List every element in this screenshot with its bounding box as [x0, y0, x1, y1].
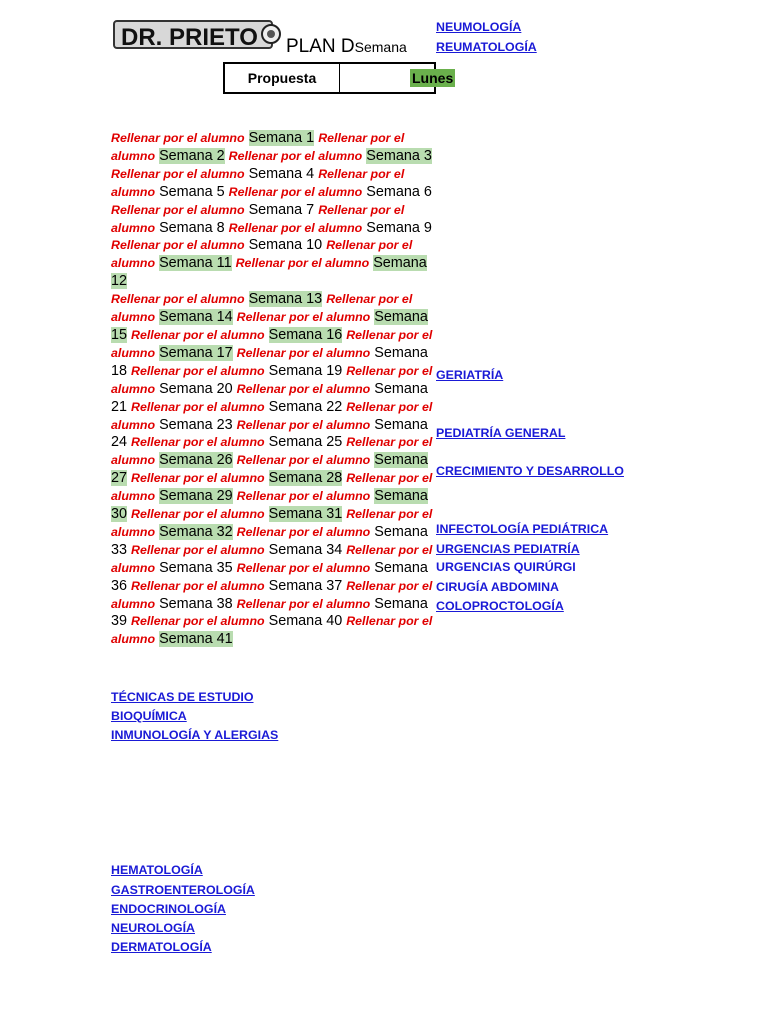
link-dermatologia[interactable]: DERMATOLOGÍA — [111, 940, 212, 954]
filler-text: Rellenar por el alumno — [111, 238, 245, 253]
header-table — [223, 62, 436, 94]
filler-text: Rellenar por el alumno — [111, 435, 433, 468]
week-label: Semana 38 — [159, 595, 233, 612]
filler-text: Rellenar por el alumno — [228, 220, 363, 235]
week-label: Semana 32 — [159, 523, 233, 540]
filler-text: Rellenar por el alumno — [228, 148, 363, 163]
week-label: Semana 1 — [248, 130, 315, 146]
week-label: Semana 33 — [111, 523, 428, 558]
link-cirugia-abdominal[interactable]: CIRUGÍA ABDOMINA — [436, 580, 559, 594]
filler-text: Rellenar por el alumno — [131, 507, 265, 522]
week-label: Semana 30 — [111, 488, 428, 523]
filler-text: Rellenar por el alumno — [236, 489, 371, 504]
week-label: Semana 40 — [268, 613, 343, 630]
week-label: Semana 5 — [159, 183, 225, 200]
filler-text: Rellenar por el alumno — [131, 542, 265, 557]
week-label: Semana 6 — [366, 183, 432, 200]
week-label: Semana 26 — [159, 452, 233, 469]
filler-text: Rellenar por el alumno — [236, 417, 371, 432]
week-label: Semana 10 — [248, 237, 323, 254]
link-reumatologia[interactable]: REUMATOLOGÍA — [436, 40, 537, 54]
filler-text: Rellenar por el alumno — [111, 327, 433, 360]
filler-text: Rellenar por el alumno — [111, 507, 433, 539]
filler-text: Rellenar por el alumno — [111, 614, 433, 647]
filler-text: Rellenar por el alumno — [236, 560, 371, 575]
filler-text: Rellenar por el alumno — [228, 184, 363, 199]
filler-text: Rellenar por el alumno — [236, 453, 371, 468]
week-label: Semana 4 — [248, 165, 315, 182]
link-coloproctologia[interactable]: COLOPROCTOLOGÍA — [436, 599, 564, 613]
week-label: Semana 11 — [159, 255, 232, 272]
week-label: Semana 29 — [159, 488, 233, 505]
filler-text: Rellenar por el alumno — [236, 381, 371, 396]
week-label: Semana 36 — [111, 559, 428, 594]
link-urgencias-quirurgicas[interactable]: URGENCIAS QUIRÚRGI — [436, 560, 576, 574]
link-crecimiento-desarrollo[interactable]: CRECIMIENTO Y DESARROLLO — [436, 464, 624, 478]
filler-text: Rellenar por el alumno — [111, 131, 405, 163]
filler-text: Rellenar por el alumno — [131, 363, 265, 378]
week-label: Semana 23 — [159, 416, 233, 433]
week-label: Semana 25 — [268, 434, 343, 451]
propuesta-cell: Propuesta — [225, 64, 340, 92]
link-geriatria[interactable]: GERIATRÍA — [436, 368, 504, 382]
plan-title-sub: Semana — [354, 39, 407, 55]
filler-text: Rellenar por el alumno — [236, 596, 371, 611]
filler-text: Rellenar por el alumno — [111, 131, 245, 145]
week-label: Semana 2 — [159, 147, 225, 164]
week-label: Semana 15 — [111, 309, 428, 343]
filler-text: Rellenar por el alumno — [111, 399, 433, 432]
link-endocrinologia[interactable]: ENDOCRINOLOGÍA — [111, 902, 226, 916]
filler-text: Rellenar por el alumno — [111, 578, 433, 611]
filler-text: Rellenar por el alumno — [131, 578, 265, 593]
week-label: Semana 12 — [111, 255, 427, 290]
filler-text: Rellenar por el alumno — [111, 542, 433, 575]
week-label: Semana 21 — [111, 380, 428, 415]
week-label: Semana 3 — [366, 147, 432, 164]
week-label: Semana 24 — [111, 416, 428, 451]
filler-text: Rellenar por el alumno — [111, 166, 405, 199]
filler-text: Rellenar por el alumno — [111, 202, 245, 217]
logo-text: DR. PRIETO — [121, 24, 258, 51]
week-label: Semana 41 — [159, 631, 233, 648]
filler-text: Rellenar por el alumno — [236, 524, 371, 539]
week-label: Semana 7 — [248, 201, 315, 218]
filler-text: Rellenar por el alumno — [111, 363, 433, 396]
plan-title — [286, 36, 407, 58]
link-infectologia-pediatrica[interactable]: INFECTOLOGÍA PEDIÁTRICA — [436, 522, 609, 536]
link-pediatria-general[interactable]: PEDIATRÍA GENERAL — [436, 426, 566, 440]
week-label: Semana 22 — [268, 398, 343, 415]
week-label: Semana 17 — [159, 344, 233, 361]
link-tecnicas-estudio[interactable]: TÉCNICAS DE ESTUDIO — [111, 690, 254, 704]
filler-text: Rellenar por el alumno — [111, 166, 245, 181]
week-label: Semana 37 — [268, 577, 343, 594]
link-neurologia[interactable]: NEUROLOGÍA — [111, 921, 195, 935]
filler-text: Rellenar por el alumno — [111, 292, 413, 325]
filler-text: Rellenar por el alumno — [111, 471, 433, 504]
link-gastroenterologia[interactable]: GASTROENTEROLOGÍA — [111, 883, 255, 897]
week-label: Semana 31 — [268, 506, 343, 523]
filler-text: Rellenar por el alumno — [236, 345, 371, 360]
week-label: Semana 14 — [159, 309, 233, 326]
link-inmunologia-alergias[interactable]: INMUNOLOGÍA Y ALERGIAS — [111, 728, 279, 742]
link-neumologia[interactable]: NEUMOLOGÍA — [436, 20, 522, 34]
plan-title-main: PLAN D — [286, 36, 355, 57]
filler-text: Rellenar por el alumno — [111, 238, 413, 271]
filler-text: Rellenar por el alumno — [235, 256, 370, 271]
weeks-flow — [111, 130, 433, 649]
week-label: Semana 27 — [111, 452, 428, 487]
week-label: Semana 9 — [366, 219, 432, 236]
filler-text: Rellenar por el alumno — [111, 202, 405, 235]
filler-text: Rellenar por el alumno — [131, 471, 265, 486]
filler-text: Rellenar por el alumno — [131, 614, 265, 629]
filler-text: Rellenar por el alumno — [111, 292, 245, 307]
filler-text: Rellenar por el alumno — [236, 310, 371, 325]
week-label: Semana 13 — [248, 291, 323, 308]
day-label: Lunes — [412, 70, 454, 86]
filler-text: Rellenar por el alumno — [131, 399, 265, 414]
dr-prieto-logo — [113, 18, 283, 52]
link-bioquimica[interactable]: BIOQUÍMICA — [111, 709, 187, 723]
week-label: Semana 19 — [268, 362, 343, 379]
week-label: Semana 20 — [159, 380, 233, 397]
filler-text: Rellenar por el alumno — [131, 435, 265, 450]
week-label: Semana 8 — [159, 219, 225, 236]
link-urgencias-pediatria[interactable]: URGENCIAS PEDIATRÍA — [436, 542, 580, 556]
week-label: Semana 35 — [159, 559, 233, 576]
week-label: Semana 18 — [111, 344, 428, 379]
week-label: Semana 16 — [268, 326, 343, 343]
week-label: Semana 39 — [111, 595, 428, 630]
link-hematologia[interactable]: HEMATOLOGÍA — [111, 863, 203, 877]
week-label: Semana 28 — [268, 470, 343, 487]
week-label: Semana 34 — [268, 541, 343, 558]
filler-text: Rellenar por el alumno — [131, 327, 265, 342]
